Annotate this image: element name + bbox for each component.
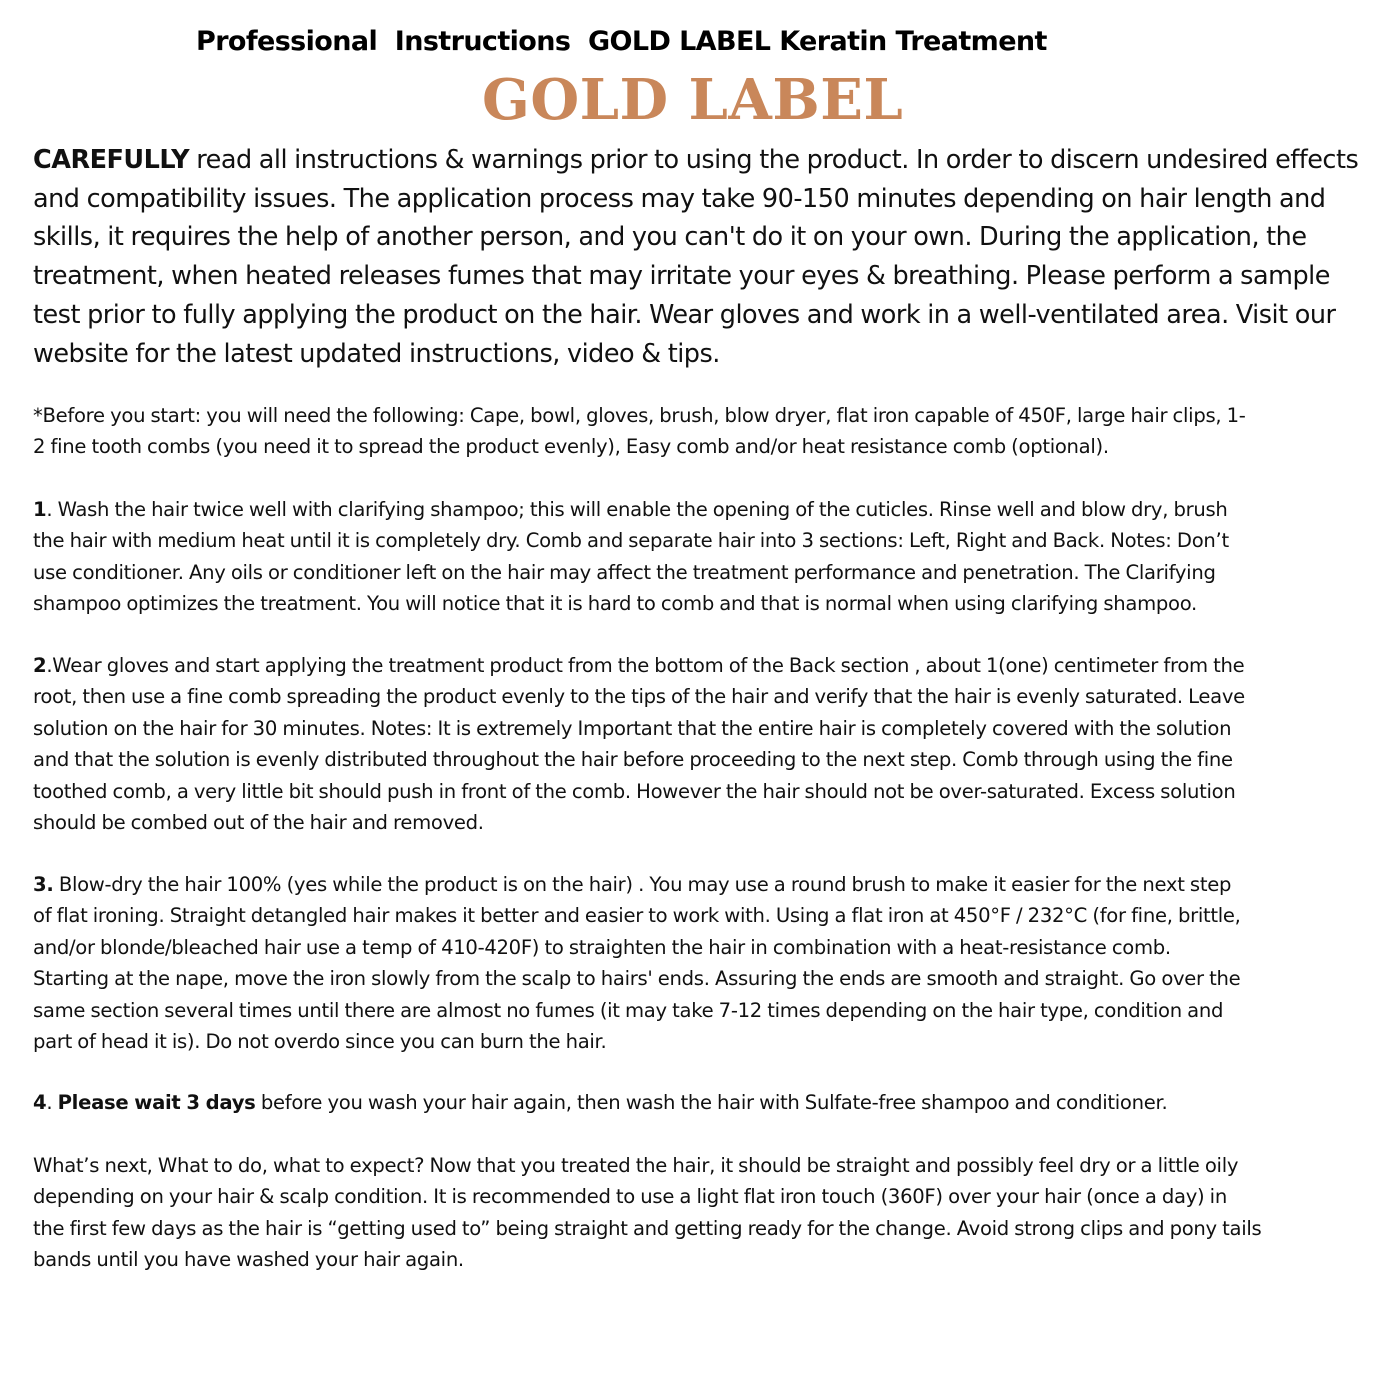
step-4-separator: . xyxy=(46,1091,58,1114)
page-title: Professional Instructions GOLD LABEL Keratin Treatment xyxy=(196,26,1047,57)
step-2-number: 2 xyxy=(33,654,47,677)
step-3-paragraph xyxy=(33,869,1385,1057)
step-3-number: 3. xyxy=(33,873,54,896)
intro-lead: CAREFULLY xyxy=(33,145,190,175)
step-4-number: 4 xyxy=(33,1091,47,1114)
step-4-emphasis: Please wait 3 days xyxy=(57,1091,256,1114)
step-3-text: Blow-dry the hair 100% (yes while the product is on the hair) . You may use a round brush to make it easier for the next step of flat ironing. Straight detangled hair makes it better and easier to work with. Using a flat iron at 450°F / 232°C (for fine, brittle, and/or blonde/bleached hair use a temp of 410-420F) to straighten the hair in combination with a heat-resistance comb. Starting at the nape, move the iron slowly from the scalp to hairs' ends. Assuring the ends are smooth and straight. Go over the same section several times until there are almost no fumes (it may take 7-12 times depending on the hair type, condition and part of head it is). Do not overdo since you can burn the hair. xyxy=(33,873,1241,1054)
brand-logo-text: GOLD LABEL xyxy=(482,67,904,133)
whats-next-paragraph: What’s next, What to do, what to expect? Now that you treated the hair, it should be straight and possibly feel dry or a little oily depending on your hair & scalp condition. It is recommended to use a light flat iron touch (360F) over your hair (once a day) in the first few days as the hair is “getting used to” being straight and getting ready for the change. Avoid strong clips and pony tails bands until you have washed your hair again. xyxy=(33,1154,1262,1272)
step-2-paragraph xyxy=(33,650,1385,838)
step-1-text: . Wash the hair twice well with clarifying shampoo; this will enable the opening of the cuticles. Rinse well and blow dry, brush the hair with medium heat until it is completely dry. Comb and separate hair into 3 sections: Left, Right and Back. Notes: Don’t use conditioner. Any oils or conditioner left on the hair may affect the treatment performance and penetration. The Clarifying shampoo optimizes the treatment. You will notice that it is hard to comb and that is normal when using clarifying shampoo. xyxy=(33,498,1229,616)
step-2-text: .Wear gloves and start applying the treatment product from the bottom of the Back section , about 1(one) centimeter from the root, then use a fine comb spreading the product evenly to the tips of the hair and verify that the hair is evenly saturated. Leave solution on the hair for 30 minutes. Notes: It is extremely Important that the entire hair is completely covered with the solution and that the solution is evenly distributed throughout the hair before proceeding to the next step. Comb through using the fine toothed comb, a very little bit should push in front of the comb. However the hair should not be over-saturated. Excess solution should be combed out of the hair and removed. xyxy=(33,654,1245,835)
before-you-start-paragraph: *Before you start: you will need the following: Cape, bowl, gloves, brush, blow dryer, flat iron capable of 450F, large hair clips, 1- 2 fine tooth combs (you need it to spread the product evenly), Easy comb and/or heat resistance comb (optional). xyxy=(33,404,1246,459)
step-4-text: before you wash your hair again, then wash the hair with Sulfate-free shampoo and conditioner. xyxy=(255,1091,1168,1114)
intro-paragraph xyxy=(33,141,1363,373)
step-1-paragraph xyxy=(33,494,1385,620)
intro-text: read all instructions & warnings prior to using the product. In order to discern undesired effects and compatibility issues. The application process may take 90-150 minutes depending on hair length and skills, it requires the help of another person, and you can't do it on your own. During the application, the treatment, when heated releases fumes that may irritate your eyes & breathing. Please perform a sample test prior to fully applying the product on the hair. Wear gloves and work in a well-ventilated area. Visit our website for the latest updated instructions, video & tips. xyxy=(33,145,1359,369)
step-4-paragraph xyxy=(33,1087,1385,1118)
step-1-number: 1 xyxy=(33,498,47,521)
